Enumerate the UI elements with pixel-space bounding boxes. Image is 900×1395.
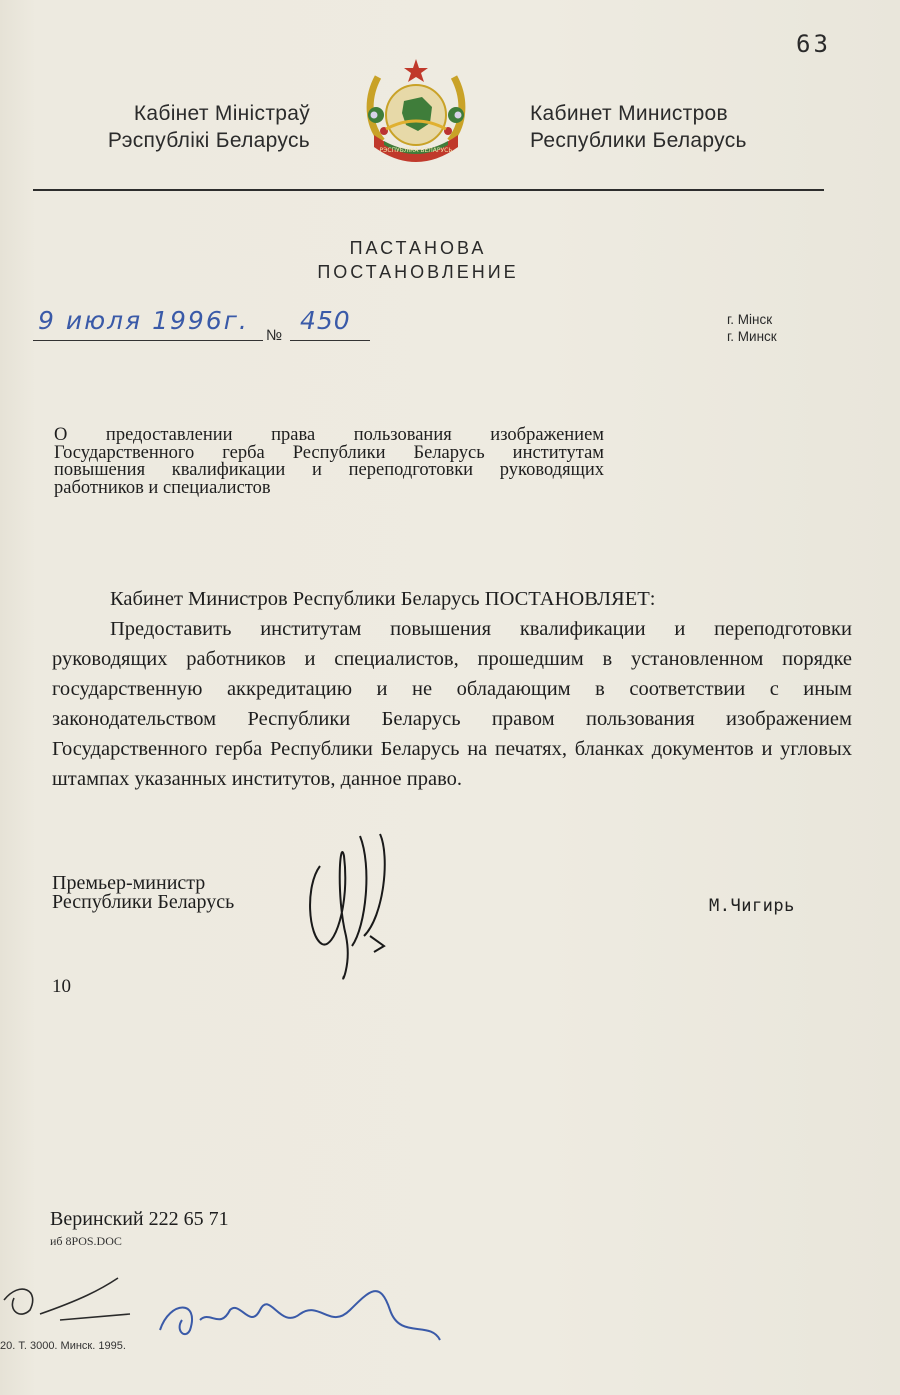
header-by-line1: Кабінет Міністраў xyxy=(133,102,310,125)
handwritten-signature-icon xyxy=(300,826,410,986)
city-block xyxy=(727,311,777,345)
copies-count: 10 xyxy=(52,976,71,997)
header-ru-line1: Кабинет Министров xyxy=(530,102,728,125)
body-paragraph: Предоставить институтам повышения квалификации и переподготовки руководящих работников и специалистов, прошедшим в установленном порядке государственную аккредитацию и не обладающим в соответствии с иным законодательством Республики Беларусь правом пользования изображением Государственного герба Республики Беларусь на печатях, бланках документов и угловых штампах указанных институтов, данное право. xyxy=(52,618,852,790)
document-date: 9 июля 1996г. xyxy=(38,306,249,335)
doc-type-by: ПАСТАНОВА xyxy=(349,238,487,258)
body-preamble: Кабинет Министров Республики Беларусь ПОСТАНОВЛЯЕТ: xyxy=(110,588,656,610)
number-label: № xyxy=(266,327,283,344)
archive-page-number: 63 xyxy=(796,30,831,58)
document-number: 450 xyxy=(300,306,351,335)
city-by: г. Мінск xyxy=(727,312,773,327)
print-imprint: 20. Т. 3000. Минск. 1995. xyxy=(0,1340,126,1352)
signatory-title-line2: Республики Беларусь xyxy=(52,890,235,913)
file-reference: иб 8POS.DOC xyxy=(50,1234,122,1248)
executor-info: Веринский 222 65 71 xyxy=(50,1208,229,1230)
header-divider xyxy=(33,189,824,191)
emblem-ribbon-text: РЭСПУБЛІКА БЕЛАРУСЬ xyxy=(379,147,453,154)
document-body xyxy=(52,584,852,794)
signatory-title-line1: Премьер-министр xyxy=(52,872,206,894)
document-type xyxy=(250,236,586,284)
document-subject: О предоставлении права пользования изображением Государственного герба Республики Беларусь институтам повышения квалификации и переподготовки руководящих работников и специалистов xyxy=(54,425,604,498)
header-russian xyxy=(530,100,830,154)
signatory-title xyxy=(52,874,234,911)
number-underline xyxy=(290,340,370,341)
state-emblem-icon xyxy=(360,55,472,167)
date-underline xyxy=(33,340,263,341)
header-belarusian xyxy=(60,100,310,154)
blue-ink-signature-icon xyxy=(0,1270,460,1350)
signatory-name: М.Чигирь xyxy=(709,896,795,916)
header-ru-line2: Республики Беларусь xyxy=(530,129,747,152)
header-by-line2: Рэспублікі Беларусь xyxy=(107,129,310,152)
city-ru: г. Минск xyxy=(727,329,777,344)
doc-type-ru: ПОСТАНОВЛЕНИЕ xyxy=(317,262,519,282)
